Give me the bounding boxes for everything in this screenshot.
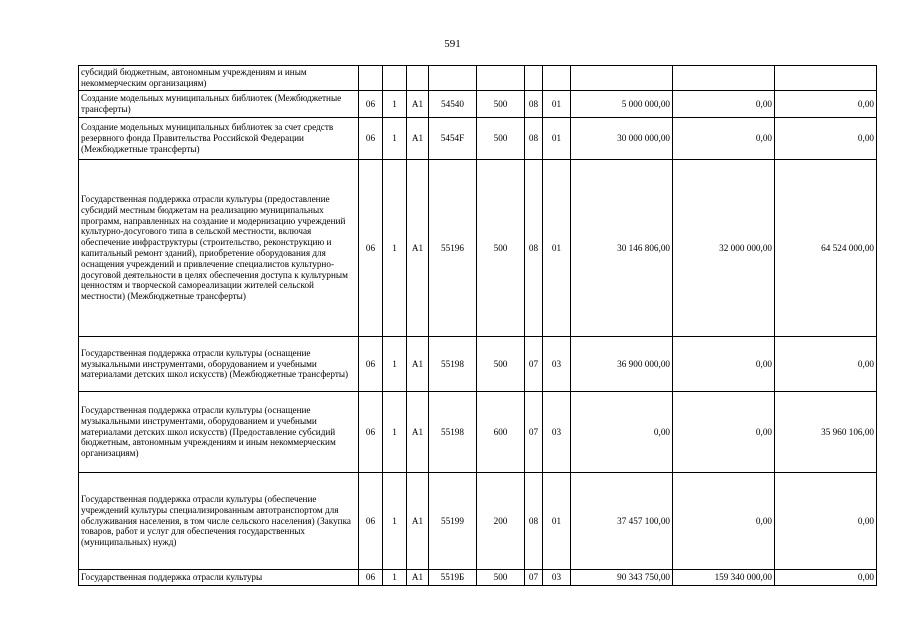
program-code: 06 bbox=[359, 118, 383, 160]
project-code: A1 bbox=[407, 91, 429, 118]
table-row bbox=[79, 392, 877, 473]
expense-type-code: 500 bbox=[477, 337, 525, 392]
amount-year-3: 35 960 106,00 bbox=[775, 392, 877, 473]
amount-year-2: 32 000 000,00 bbox=[673, 160, 775, 337]
subprogram-code bbox=[383, 66, 407, 91]
amount-year-3: 0,00 bbox=[775, 473, 877, 570]
row-description: Государственная поддержка отрасли культуры (предоставление субсидий местным бюджетам на реализацию муниципальных программ, направленных на создание и модернизацию учреждений культурно-досугового типа в сельской местности, включая обеспечение инфраструктуры (строительство, реконструкцию и капитальный ремонт зданий), приобретение оборудования для оснащения учреждений и привлечение специалистов культурно-досуговой деятельности в целях обеспечения доступа к культурным ценностям и творческой самореализации жителей сельской местности) (Межбюджетные трансферты) bbox=[79, 160, 359, 337]
table-row bbox=[79, 160, 877, 337]
subprogram-code: 1 bbox=[383, 337, 407, 392]
program-code: 06 bbox=[359, 160, 383, 337]
section-code: 08 bbox=[525, 118, 543, 160]
amount-year-1: 5 000 000,00 bbox=[571, 91, 673, 118]
subprogram-code: 1 bbox=[383, 570, 407, 586]
project-code: A1 bbox=[407, 118, 429, 160]
budget-table bbox=[78, 65, 877, 586]
subprogram-code: 1 bbox=[383, 473, 407, 570]
expense-type-code: 500 bbox=[477, 118, 525, 160]
table-row bbox=[79, 570, 877, 586]
amount-year-2 bbox=[673, 66, 775, 91]
program-code: 06 bbox=[359, 392, 383, 473]
subsection-code: 01 bbox=[543, 160, 571, 337]
program-code: 06 bbox=[359, 91, 383, 118]
section-code: 07 bbox=[525, 570, 543, 586]
row-description: субсидий бюджетным, автономным учреждениям и иным некоммерческим организациям) bbox=[79, 66, 359, 91]
direction-code: 5519Б bbox=[429, 570, 477, 586]
direction-code: 55199 bbox=[429, 473, 477, 570]
table-row bbox=[79, 66, 877, 91]
table-row bbox=[79, 337, 877, 392]
amount-year-1: 0,00 bbox=[571, 392, 673, 473]
subprogram-code: 1 bbox=[383, 91, 407, 118]
amount-year-2: 0,00 bbox=[673, 392, 775, 473]
amount-year-3 bbox=[775, 66, 877, 91]
subprogram-code: 1 bbox=[383, 118, 407, 160]
project-code bbox=[407, 66, 429, 91]
amount-year-3: 0,00 bbox=[775, 337, 877, 392]
row-description: Создание модельных муниципальных библиотек (Межбюджетные трансферты) bbox=[79, 91, 359, 118]
program-code: 06 bbox=[359, 337, 383, 392]
amount-year-2: 0,00 bbox=[673, 91, 775, 118]
subsection-code: 01 bbox=[543, 118, 571, 160]
expense-type-code: 500 bbox=[477, 570, 525, 586]
direction-code: 55196 bbox=[429, 160, 477, 337]
subsection-code: 01 bbox=[543, 473, 571, 570]
amount-year-3: 64 524 000,00 bbox=[775, 160, 877, 337]
section-code: 08 bbox=[525, 473, 543, 570]
amount-year-2: 0,00 bbox=[673, 337, 775, 392]
amount-year-3: 0,00 bbox=[775, 118, 877, 160]
project-code: A1 bbox=[407, 392, 429, 473]
expense-type-code: 500 bbox=[477, 91, 525, 118]
direction-code bbox=[429, 66, 477, 91]
amount-year-1: 37 457 100,00 bbox=[571, 473, 673, 570]
program-code: 06 bbox=[359, 473, 383, 570]
subsection-code: 03 bbox=[543, 392, 571, 473]
section-code: 08 bbox=[525, 91, 543, 118]
row-description: Государственная поддержка отрасли культуры bbox=[79, 570, 359, 586]
subsection-code: 03 bbox=[543, 337, 571, 392]
subprogram-code: 1 bbox=[383, 392, 407, 473]
expense-type-code bbox=[477, 66, 525, 91]
table-body bbox=[79, 66, 877, 586]
direction-code: 55198 bbox=[429, 392, 477, 473]
section-code: 07 bbox=[525, 337, 543, 392]
expense-type-code: 500 bbox=[477, 160, 525, 337]
subsection-code bbox=[543, 66, 571, 91]
direction-code: 55198 bbox=[429, 337, 477, 392]
page-number: 591 bbox=[444, 38, 461, 50]
amount-year-2: 0,00 bbox=[673, 473, 775, 570]
amount-year-2: 0,00 bbox=[673, 118, 775, 160]
amount-year-1 bbox=[571, 66, 673, 91]
section-code bbox=[525, 66, 543, 91]
table-row bbox=[79, 118, 877, 160]
table-row bbox=[79, 473, 877, 570]
amount-year-3: 0,00 bbox=[775, 91, 877, 118]
project-code: A1 bbox=[407, 337, 429, 392]
section-code: 08 bbox=[525, 160, 543, 337]
amount-year-2: 159 340 000,00 bbox=[673, 570, 775, 586]
section-code: 07 bbox=[525, 392, 543, 473]
project-code: A1 bbox=[407, 473, 429, 570]
direction-code: 54540 bbox=[429, 91, 477, 118]
row-description: Государственная поддержка отрасли культуры (оснащение музыкальными инструментами, оборудованием и учебными материалами детских школ искусств) (Предоставление субсидий бюджетным, автономным учреждениям и иным некоммерческим организациям) bbox=[79, 392, 359, 473]
subsection-code: 03 bbox=[543, 570, 571, 586]
direction-code: 5454F bbox=[429, 118, 477, 160]
amount-year-1: 36 900 000,00 bbox=[571, 337, 673, 392]
amount-year-1: 30 000 000,00 bbox=[571, 118, 673, 160]
row-description: Государственная поддержка отрасли культуры (оснащение музыкальными инструментами, оборудованием и учебными материалами детских школ искусств) (Межбюджетные трансферты) bbox=[79, 337, 359, 392]
table-row bbox=[79, 91, 877, 118]
row-description: Государственная поддержка отрасли культуры (обеспечение учреждений культуры специализированным автотранспортом для обслуживания населения, в том числе сельского населения) (Закупка товаров, работ и услуг для обеспечения государственных (муниципальных) нужд) bbox=[79, 473, 359, 570]
amount-year-3: 0,00 bbox=[775, 570, 877, 586]
project-code: A1 bbox=[407, 160, 429, 337]
row-description: Создание модельных муниципальных библиотек за счет средств резервного фонда Правительства Российской Федерации (Межбюджетные трансферты) bbox=[79, 118, 359, 160]
program-code: 06 bbox=[359, 570, 383, 586]
amount-year-1: 30 146 806,00 bbox=[571, 160, 673, 337]
subsection-code: 01 bbox=[543, 91, 571, 118]
amount-year-1: 90 343 750,00 bbox=[571, 570, 673, 586]
subprogram-code: 1 bbox=[383, 160, 407, 337]
expense-type-code: 200 bbox=[477, 473, 525, 570]
expense-type-code: 600 bbox=[477, 392, 525, 473]
program-code bbox=[359, 66, 383, 91]
project-code: A1 bbox=[407, 570, 429, 586]
